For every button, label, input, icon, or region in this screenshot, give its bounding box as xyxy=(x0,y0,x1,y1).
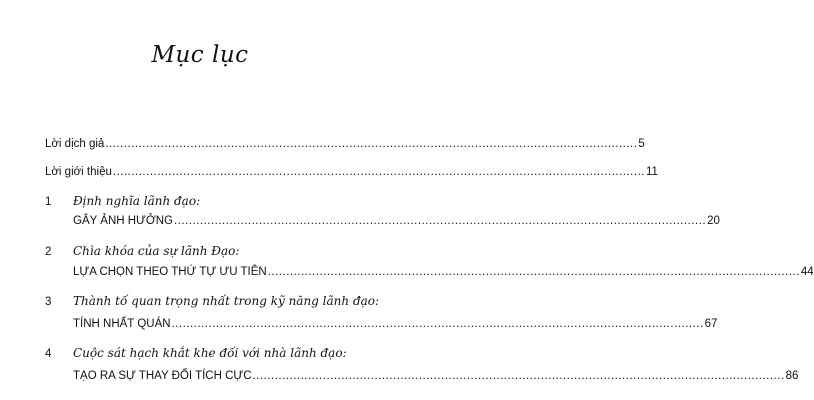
toc-entry-page: 5 xyxy=(638,138,645,150)
toc-entry-page: 20 xyxy=(707,215,720,227)
leader-dots: ................................................................................................................................................ xyxy=(267,266,800,278)
toc-entry-chapter-2 xyxy=(73,266,814,278)
toc-entry-chapter-4 xyxy=(73,370,799,382)
leader-dots: ................................................................................................................................................ xyxy=(171,318,704,330)
leader-dots: ................................................................................................................................................ xyxy=(174,215,707,227)
toc-entry-chapter-1 xyxy=(73,215,720,227)
chapter-number: 4 xyxy=(45,348,52,360)
toc-entry-page: 67 xyxy=(704,318,718,330)
chapter-heading: Cuộc sát hạch khắt khe đối với nhà lãnh đạo: xyxy=(73,346,347,360)
chapter-heading: Định nghĩa lãnh đạo: xyxy=(73,194,201,208)
chapter-number: 3 xyxy=(45,296,52,308)
leader-dots: ................................................................................................................................................ xyxy=(112,166,645,178)
toc-entry-page: 11 xyxy=(645,166,658,178)
toc-entry-label: Lời dịch giả xyxy=(45,138,105,150)
toc-entry-translator-note xyxy=(45,138,645,150)
toc-entry-page: 86 xyxy=(785,370,799,382)
toc-entry-label: LỰA CHỌN THEO THỨ TỰ ƯU TIÊN xyxy=(73,266,267,278)
toc-entry-label: Lời giới thiệu xyxy=(45,166,112,178)
chapter-heading: Thành tố quan trọng nhất trong kỹ năng lãnh đạo: xyxy=(73,294,380,308)
leader-dots: ................................................................................................................................................ xyxy=(252,370,785,382)
chapter-number: 1 xyxy=(45,196,52,208)
chapter-heading: Chìa khóa của sự lãnh Đạo: xyxy=(73,244,240,258)
toc-entry-label: GÂY ẢNH HƯỞNG xyxy=(73,215,173,227)
toc-entry-chapter-3 xyxy=(73,318,718,330)
toc-entry-introduction xyxy=(45,166,658,178)
chapter-number: 2 xyxy=(45,246,52,258)
toc-title: Mục lục xyxy=(151,42,249,68)
toc-entry-label: TÍNH NHẤT QUÁN xyxy=(73,318,171,330)
toc-entry-page: 44 xyxy=(800,266,814,278)
leader-dots: ................................................................................................................................................ xyxy=(105,138,638,150)
toc-entry-label: TẠO RA SỰ THAY ĐỔI TÍCH CỰC xyxy=(73,370,252,382)
